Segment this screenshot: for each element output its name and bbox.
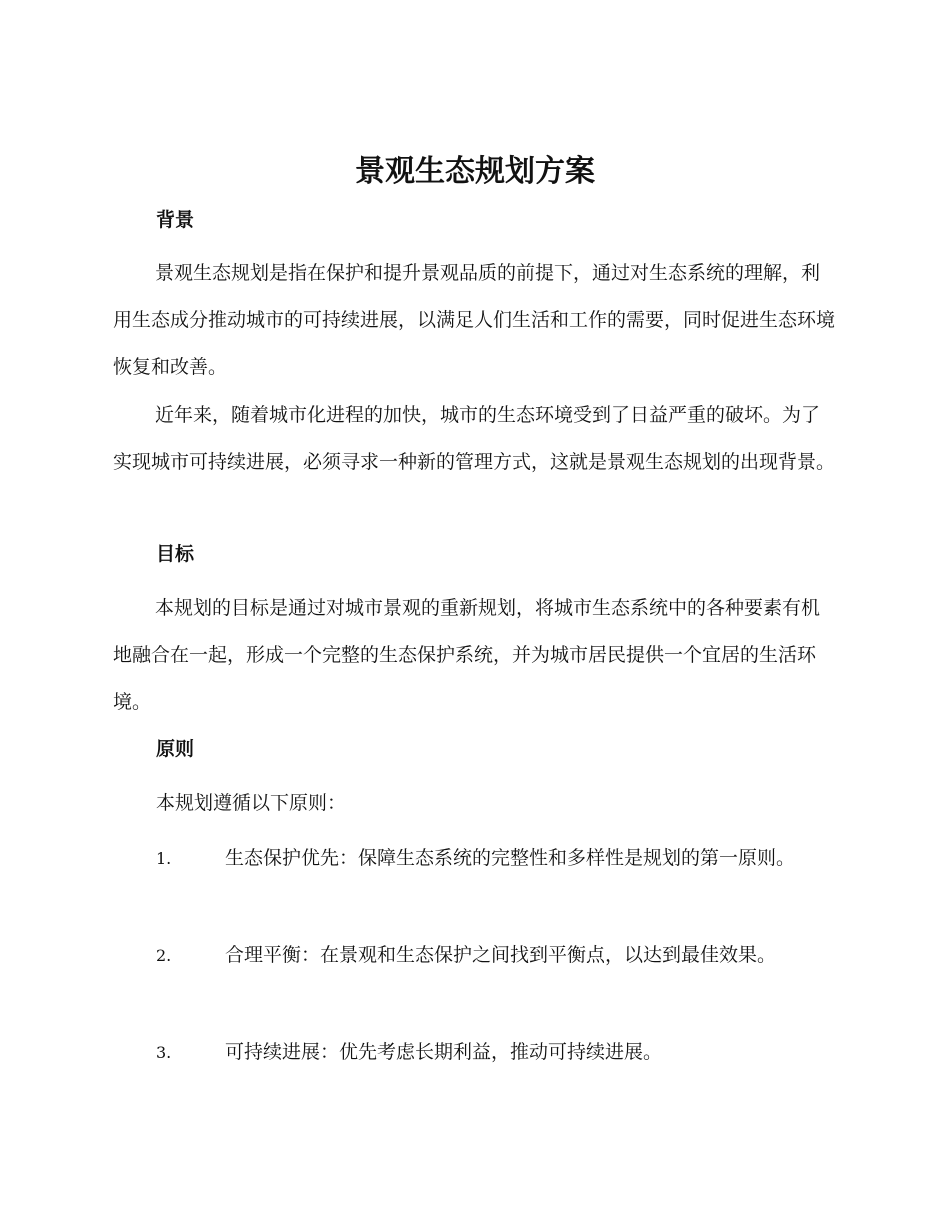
paragraph-goal-1: 本规划的目标是通过对城市景观的重新规划，将城市生态系统中的各种要素有机地融合在一起，形成一个完整的生态保护系统，并为城市居民提供一个宜居的生活环境。 — [113, 597, 821, 713]
section-heading-principles: 原则 — [156, 738, 195, 760]
principle-item-3 — [113, 1029, 838, 1076]
principle-text: 合理平衡：在景观和生态保护之间找到平衡点，以达到最佳效果。 — [225, 944, 777, 966]
principle-number: 2. — [156, 946, 172, 965]
principle-item-1 — [113, 835, 838, 882]
principle-text: 可持续进展：优先考虑长期利益，推动可持续进展。 — [225, 1041, 663, 1063]
paragraph-background-2: 近年来，随着城市化进程的加快，城市的生态环境受到了日益严重的破坏。为了实现城市可持续进展，必须寻求一种新的管理方式，这就是景观生态规划的出现背景。 — [113, 404, 836, 473]
principle-text: 生态保护优先：保障生态系统的完整性和多样性是规划的第一原则。 — [225, 847, 796, 869]
document-title: 景观生态规划方案 — [355, 154, 595, 189]
section-heading-goal: 目标 — [156, 543, 195, 565]
principle-item-2 — [113, 932, 838, 979]
principle-number: 1. — [156, 849, 172, 868]
section-heading-background: 背景 — [156, 209, 195, 231]
paragraph-background-1: 景观生态规划是指在保护和提升景观品质的前提下，通过对生态系统的理解，利用生态成分推动城市的可持续进展，以满足人们生活和工作的需要，同时促进生态环境恢复和改善。 — [113, 262, 836, 378]
principle-number: 3. — [156, 1043, 172, 1062]
principles-intro: 本规划遵循以下原则： — [156, 792, 347, 814]
